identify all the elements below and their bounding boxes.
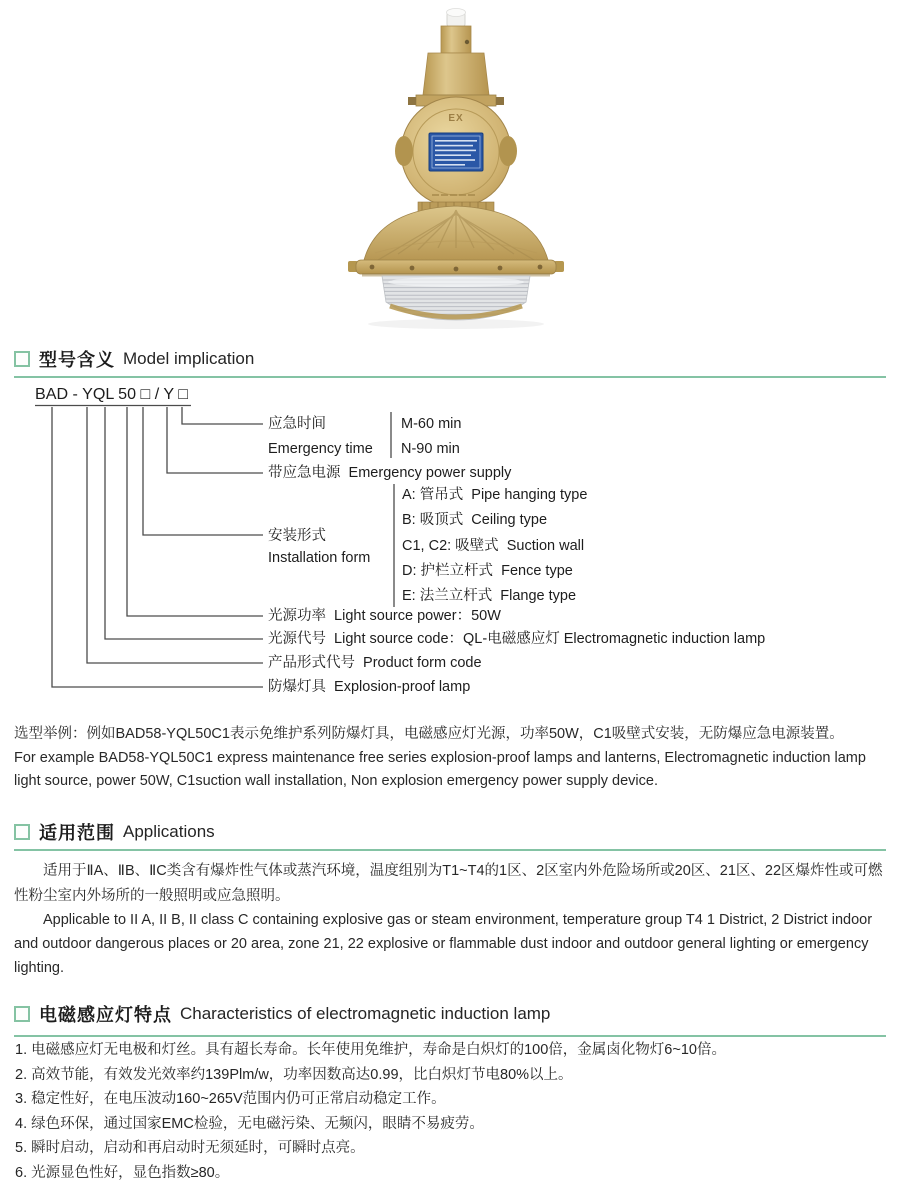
applications-en: Applicable to II A, II B, II class C containing explosive gas or steam environment, temperature group T4 1 District, 2 District indoor and outdoor dangerous places or 20 area, zone 21, 22 explosive or flammable dust indoor and outdoor general lighting or emergency lighting. bbox=[14, 912, 873, 976]
lamp-glass-diffuser bbox=[380, 276, 532, 320]
section-rule bbox=[14, 1035, 886, 1037]
diagram-label-light-code: 光源代号 Light source code：QL-电磁感应灯 Electromagnetic induction lamp bbox=[268, 631, 766, 647]
lamp-shadow bbox=[368, 319, 544, 329]
section-header-characteristics bbox=[14, 1002, 550, 1026]
diagram-option-install-c: C1, C2: 吸壁式 Suction wall bbox=[402, 538, 585, 554]
feature-list bbox=[15, 1038, 887, 1186]
selection-example-en: For example BAD58-YQL50C1 express maintenance free series explosion-proof lamps and lanterns, Electromagnetic induction lamp light source, power 50W, C1suction wall installation, Non explosion emergency power supply device. bbox=[14, 750, 866, 789]
feature-item: 1. 电磁感应灯无电极和灯丝。具有超长寿命。长年使用免维护，寿命是白炽灯的100倍，金属卤化物灯6~10倍。 bbox=[15, 1042, 726, 1058]
selection-example-cn: 选型举例：例如BAD58-YQL50C1表示免维护系列防爆灯具，电磁感应灯光源，功率50W，C1吸壁式安装，无防爆应急电源装置。 bbox=[14, 726, 844, 742]
diagram-option-emergency-time-n: N-90 min bbox=[401, 441, 460, 457]
section-rule bbox=[14, 376, 886, 378]
diagram-option-emergency-time-m: M-60 min bbox=[401, 416, 462, 432]
diagram-option-install-d: D: 护栏立杆式 Fence type bbox=[402, 563, 573, 579]
section-square-icon bbox=[14, 824, 30, 840]
diagram-label-installation-cn: 安装形式 bbox=[268, 528, 326, 544]
diagram-label-lamp: 防爆灯具 Explosion-proof lamp bbox=[268, 679, 471, 695]
diagram-label-installation-en: Installation form bbox=[268, 550, 371, 566]
selection-example bbox=[14, 722, 888, 793]
section-square-icon bbox=[14, 1006, 30, 1022]
diagram-label-emergency-time-cn: 应急时间 bbox=[268, 416, 326, 432]
applications-en-block bbox=[14, 908, 888, 980]
feature-item: 3. 稳定性好，在电压波动160~265V范围内仍可正常启动稳定工作。 bbox=[15, 1091, 446, 1108]
section-header-applications bbox=[14, 820, 215, 844]
diagram-label-emergency-power: 带应急电源 Emergency power supply bbox=[268, 465, 512, 481]
section-title-cn: 电磁感应灯特点 bbox=[39, 1005, 172, 1025]
diagram-label-form-code: 产品形式代号 Product form code bbox=[268, 655, 482, 671]
section-square-icon bbox=[14, 351, 30, 367]
feature-item: 5. 瞬时启动，启动和再启动时无须延时，可瞬时点亮。 bbox=[15, 1140, 365, 1157]
product-photo bbox=[320, 2, 590, 330]
applications-cn-block bbox=[14, 859, 888, 909]
lamp-nameplate bbox=[429, 133, 483, 171]
section-rule bbox=[14, 849, 886, 851]
lamp-knob bbox=[447, 9, 466, 28]
diagram-label-light-power: 光源功率 Light source power：50W bbox=[268, 608, 501, 624]
feature-item: 6. 光源显色性好，显色指数≥80。 bbox=[15, 1164, 230, 1181]
feature-item: 4. 绿色环保，通过国家EMC检验，无电磁污染、无频闪，眼睛不易疲劳。 bbox=[15, 1115, 484, 1132]
lamp-flange-ring bbox=[348, 260, 564, 277]
diagram-label-emergency-time-en: Emergency time bbox=[268, 441, 373, 457]
section-title-cn: 适用范围 bbox=[39, 823, 115, 843]
lamp-dome bbox=[363, 206, 549, 264]
section-title-cn: 型号含义 bbox=[39, 350, 115, 370]
feature-item: 2. 高效节能，有效发光效率约139Plm/w，功率因数高达0.99，比白炽灯节电80%以上。 bbox=[15, 1066, 573, 1083]
lamp-cable-entry bbox=[441, 26, 471, 53]
diagram-option-install-a: A: 管吊式 Pipe hanging type bbox=[402, 487, 588, 503]
model-code: BAD - YQL 50 □ / Y □ bbox=[35, 386, 189, 403]
section-title-en: Applications bbox=[123, 822, 215, 841]
section-header-model bbox=[14, 347, 254, 371]
section-title-en: Model implication bbox=[123, 349, 255, 368]
diagram-option-install-e: E: 法兰立杆式 Flange type bbox=[402, 588, 577, 604]
model-diagram bbox=[0, 385, 900, 715]
section-title-en: Characteristics of electromagnetic induction lamp bbox=[180, 1004, 551, 1023]
diagram-option-install-b: B: 吸顶式 Ceiling type bbox=[402, 512, 548, 528]
lamp-ex-marking: EX bbox=[448, 113, 464, 124]
applications-cn: 适用于ⅡA、ⅡB、ⅡC类含有爆炸性气体或蒸汽环境，温度组别为T1~T4的1区、2区室内外危险场所或20区、21区、22区爆炸性或可燃性粉尘室内外场所的一般照明或应急照明。 bbox=[14, 863, 883, 904]
